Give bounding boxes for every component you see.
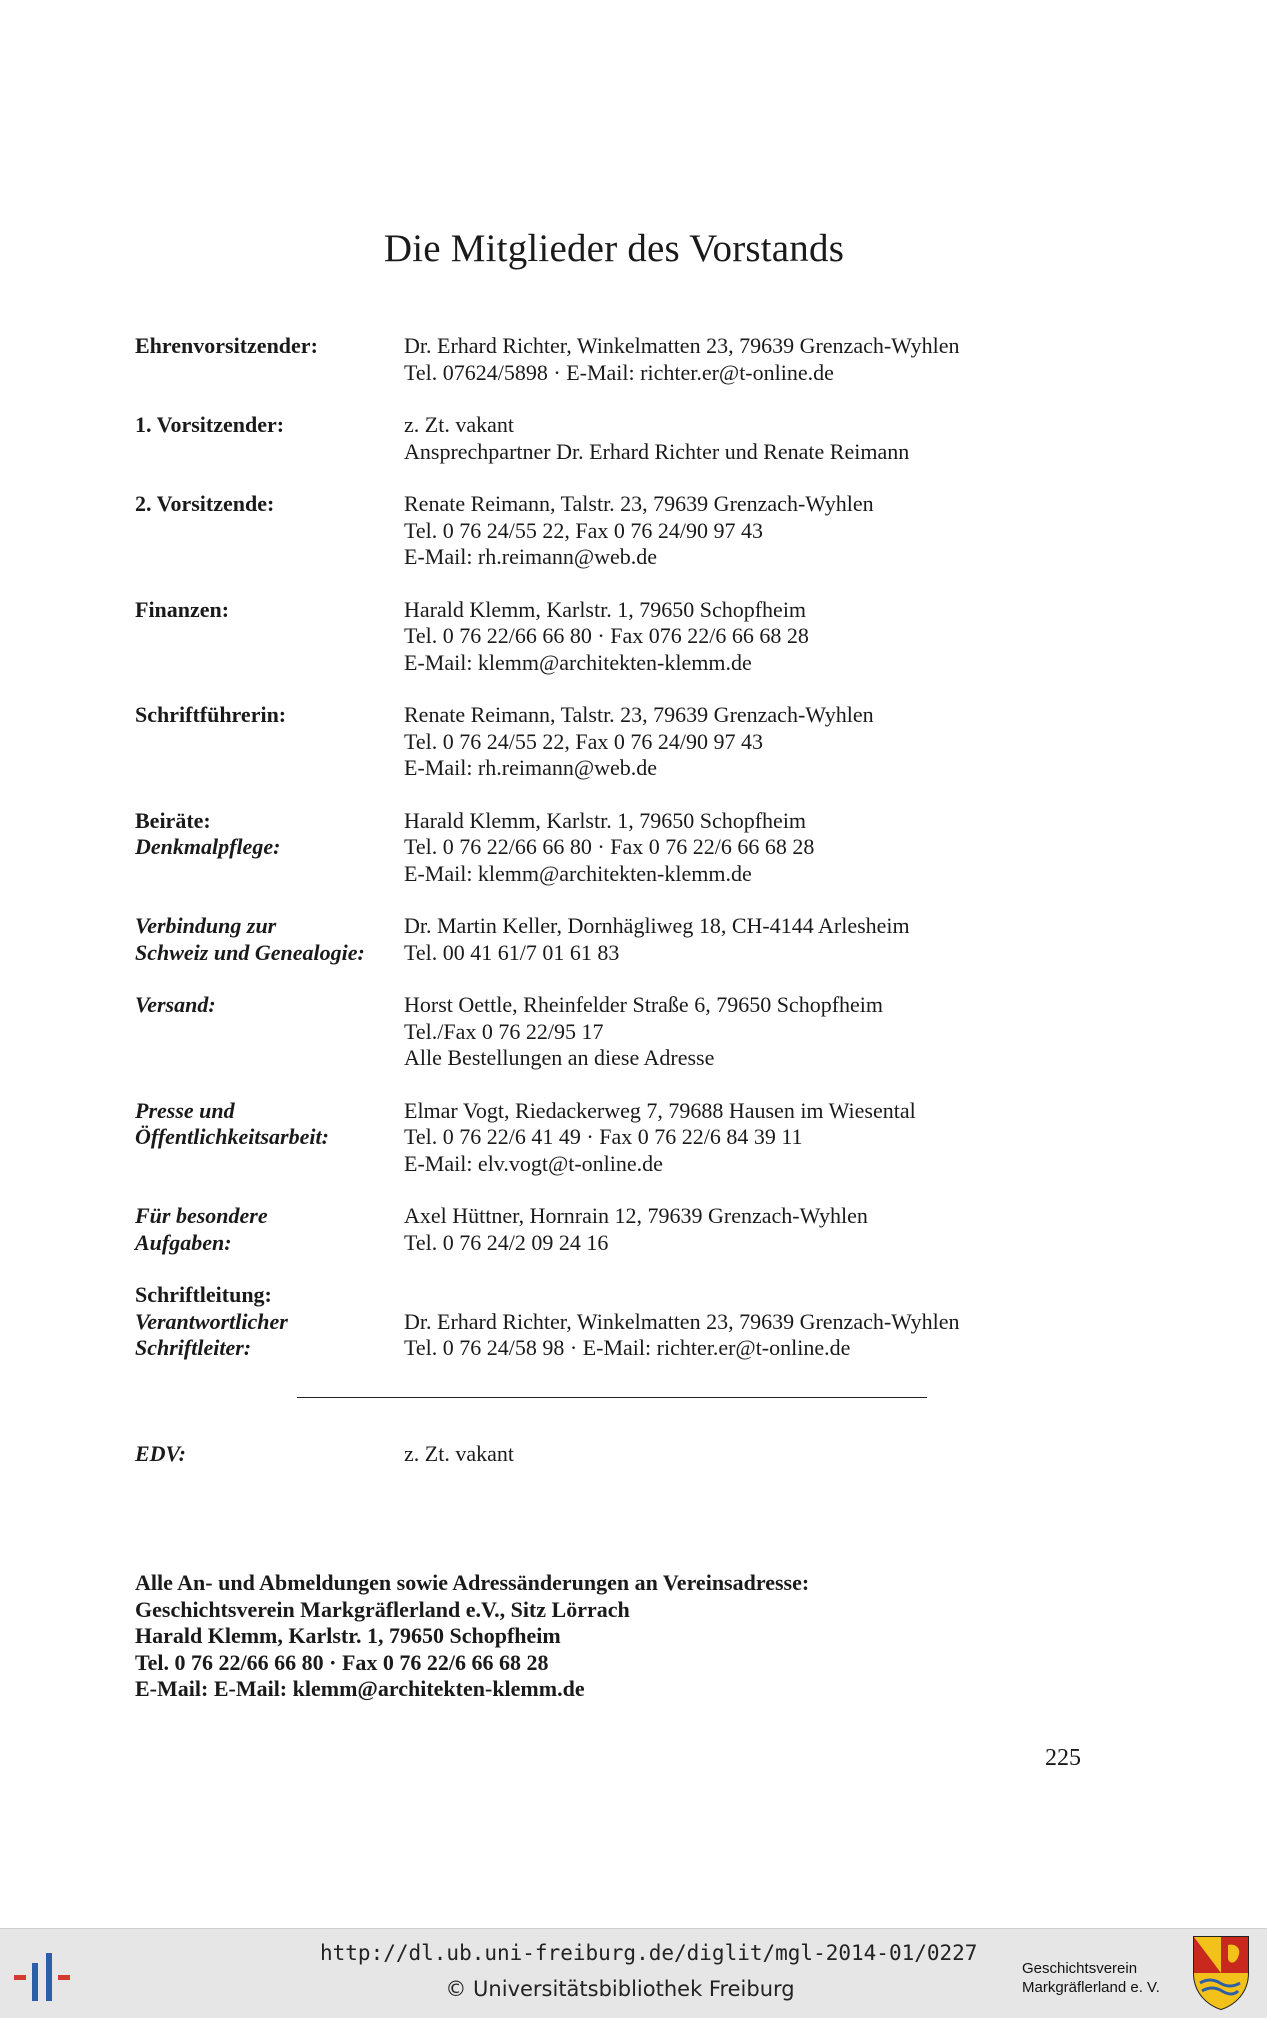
library-banner <box>0 1928 1267 2018</box>
footer-line: Alle An- und Abmeldungen sowie Adressänderungen an Vereinsadresse: <box>135 1570 810 1595</box>
entry-line: Tel. 07624/5898 · E-Mail: richter.er@t-online.de <box>404 359 834 385</box>
board-entry <box>135 491 1095 571</box>
entry-label: Verantwortlicher <box>135 1308 288 1334</box>
entry-line: Horst Oettle, Rheinfelder Straße 6, 79650 Schopfheim <box>404 992 884 1017</box>
entry-label: Verbindung zur <box>135 913 277 938</box>
entry-line: Tel. 0 76 24/55 22, Fax 0 76 24/90 97 43 <box>404 517 764 543</box>
entry-line: Tel. 0 76 24/58 98 · E-Mail: richter.er@t-online.de <box>404 1335 851 1360</box>
entry-line: z. Zt. vakant <box>404 1441 514 1466</box>
entry-labels <box>135 491 404 518</box>
entry-label: Öffentlichkeitsarbeit: <box>135 1124 329 1149</box>
entry-label: Schriftführerin: <box>135 702 287 727</box>
board-entry <box>135 1098 1095 1178</box>
entry-line: E-Mail: rh.reimann@web.de <box>404 544 658 569</box>
entry-label: Versand: <box>135 992 216 1017</box>
entry-label: Denkmalpflege: <box>135 834 281 859</box>
entry-label: EDV: <box>135 1441 186 1466</box>
entry-line: E-Mail: klemm@architekten-klemm.de <box>404 649 752 675</box>
board-entry <box>135 1203 1095 1256</box>
entry-details <box>404 1203 1084 1256</box>
society-crest-icon <box>1192 1935 1250 2011</box>
board-entry <box>135 597 1095 677</box>
entry-line: Elmar Vogt, Riedackerweg 7, 79688 Hausen im Wiesental <box>404 1097 916 1123</box>
entry-labels <box>135 333 404 360</box>
footer-line: Geschichtsverein Markgräflerland e.V., Sitz Lörrach <box>135 1596 630 1622</box>
entry-line: Axel Hüttner, Hornrain 12, 79639 Grenzach-Wyhlen <box>404 1203 868 1228</box>
entry-line: Tel. 00 41 61/7 01 61 83 <box>404 939 620 965</box>
entry-details <box>404 491 1084 571</box>
entry-details <box>404 808 1084 888</box>
board-entry <box>135 1282 1095 1362</box>
entry-details <box>404 992 1084 1072</box>
entry-label: Schriftleitung: <box>135 1282 272 1307</box>
entry-line: Tel./Fax 0 76 22/95 17 <box>404 1018 604 1044</box>
entry-labels <box>135 1203 404 1256</box>
entry-details <box>404 597 1084 677</box>
entry-line: Dr. Erhard Richter, Winkelmatten 23, 79639 Grenzach-Wyhlen <box>404 333 960 358</box>
entry-line: Alle Bestellungen an diese Adresse <box>404 1045 715 1070</box>
entry-line: Ansprechpartner Dr. Erhard Richter und Renate Reimann <box>404 438 910 464</box>
entry-label: Schweiz und Genealogie: <box>135 939 365 965</box>
entry-label: Schriftleiter: <box>135 1335 252 1360</box>
entry-details <box>404 412 1084 465</box>
entry-labels <box>135 992 404 1019</box>
entry-line: Dr. Martin Keller, Dornhägliweg 18, CH-4144 Arlesheim <box>404 913 910 938</box>
entry-labels <box>135 597 404 624</box>
entry-line: E-Mail: klemm@architekten-klemm.de <box>404 860 752 886</box>
entry-label: 1. Vorsitzender: <box>135 412 285 437</box>
entry-line: Harald Klemm, Karlstr. 1, 79650 Schopfheim <box>404 807 807 833</box>
entry-label: 2. Vorsitzende: <box>135 491 275 516</box>
board-member-list <box>135 333 1095 1388</box>
footer-line: E-Mail: E-Mail: klemm@architekten-klemm.de <box>135 1676 585 1701</box>
entry-details <box>404 913 1084 966</box>
society-name <box>1022 1959 1160 1997</box>
entry-line: Tel. 0 76 24/2 09 24 16 <box>404 1229 609 1255</box>
board-entry <box>135 333 1095 386</box>
ub-freiburg-logo-icon <box>12 1949 82 2005</box>
association-address-block <box>135 1570 1135 1703</box>
entry-label: Aufgaben: <box>135 1229 232 1255</box>
entry-line: Tel. 0 76 22/6 41 49 · Fax 0 76 22/6 84 39 11 <box>404 1124 803 1149</box>
board-entry <box>135 808 1095 888</box>
society-name-line: Geschichtsverein <box>1022 1960 1138 1977</box>
entry-line <box>404 1282 1084 1309</box>
entry-details <box>404 1098 1084 1178</box>
entry-labels <box>135 1441 404 1468</box>
entry-labels <box>135 1282 404 1362</box>
entry-label: Finanzen: <box>135 596 230 622</box>
entry-details <box>404 1282 1084 1362</box>
entry-details <box>404 333 1084 386</box>
entry-line: Renate Reimann, Talstr. 23, 79639 Grenzach-Wyhlen <box>404 702 874 727</box>
page-number: 225 <box>1045 1745 1081 1771</box>
entry-line: Dr. Erhard Richter, Winkelmatten 23, 79639 Grenzach-Wyhlen <box>404 1308 960 1334</box>
copyright-text: © Universitätsbibliothek Freiburg <box>445 1977 795 2001</box>
entry-line: Renate Reimann, Talstr. 23, 79639 Grenzach-Wyhlen <box>404 491 874 516</box>
entry-line: z. Zt. vakant <box>404 412 514 437</box>
entry-details <box>404 702 1084 782</box>
entry-line: Tel. 0 76 22/66 66 80 · Fax 0 76 22/6 66 68 28 <box>404 834 815 859</box>
entry-line: Tel. 0 76 22/66 66 80 · Fax 076 22/6 66 68 28 <box>404 623 809 648</box>
entry-line: Tel. 0 76 24/55 22, Fax 0 76 24/90 97 43 <box>404 728 764 754</box>
entry-line: E-Mail: rh.reimann@web.de <box>404 755 658 780</box>
entry-labels <box>135 702 404 729</box>
entry-label: Ehrenvorsitzender: <box>135 333 318 358</box>
board-entry <box>135 412 1095 465</box>
entry-labels <box>135 913 404 966</box>
entry-labels <box>135 808 404 861</box>
board-entry <box>135 702 1095 782</box>
board-entry <box>135 992 1095 1072</box>
entry-line: E-Mail: elv.vogt@t-online.de <box>404 1150 663 1176</box>
source-url-link[interactable]: http://dl.ub.uni-freiburg.de/diglit/mgl-2014-01/0227 <box>320 1941 978 1965</box>
board-entry <box>135 913 1095 966</box>
edv-entry <box>135 1441 1095 1468</box>
entry-labels <box>135 412 404 439</box>
society-name-line: Markgräflerland e. V. <box>1022 1979 1160 1996</box>
footer-line: Harald Klemm, Karlstr. 1, 79650 Schopfheim <box>135 1623 561 1648</box>
entry-line: Harald Klemm, Karlstr. 1, 79650 Schopfheim <box>404 596 807 622</box>
page-title: Die Mitglieder des Vorstands <box>383 227 845 271</box>
footer-line: Tel. 0 76 22/66 66 80 · Fax 0 76 22/6 66 68 28 <box>135 1649 549 1675</box>
entry-label: Für besondere <box>135 1203 268 1228</box>
entry-label: Presse und <box>135 1097 235 1123</box>
entry-labels <box>135 1098 404 1151</box>
divider <box>297 1397 927 1398</box>
entry-details <box>404 1441 1084 1468</box>
entry-label: Beiräte: <box>135 807 211 833</box>
